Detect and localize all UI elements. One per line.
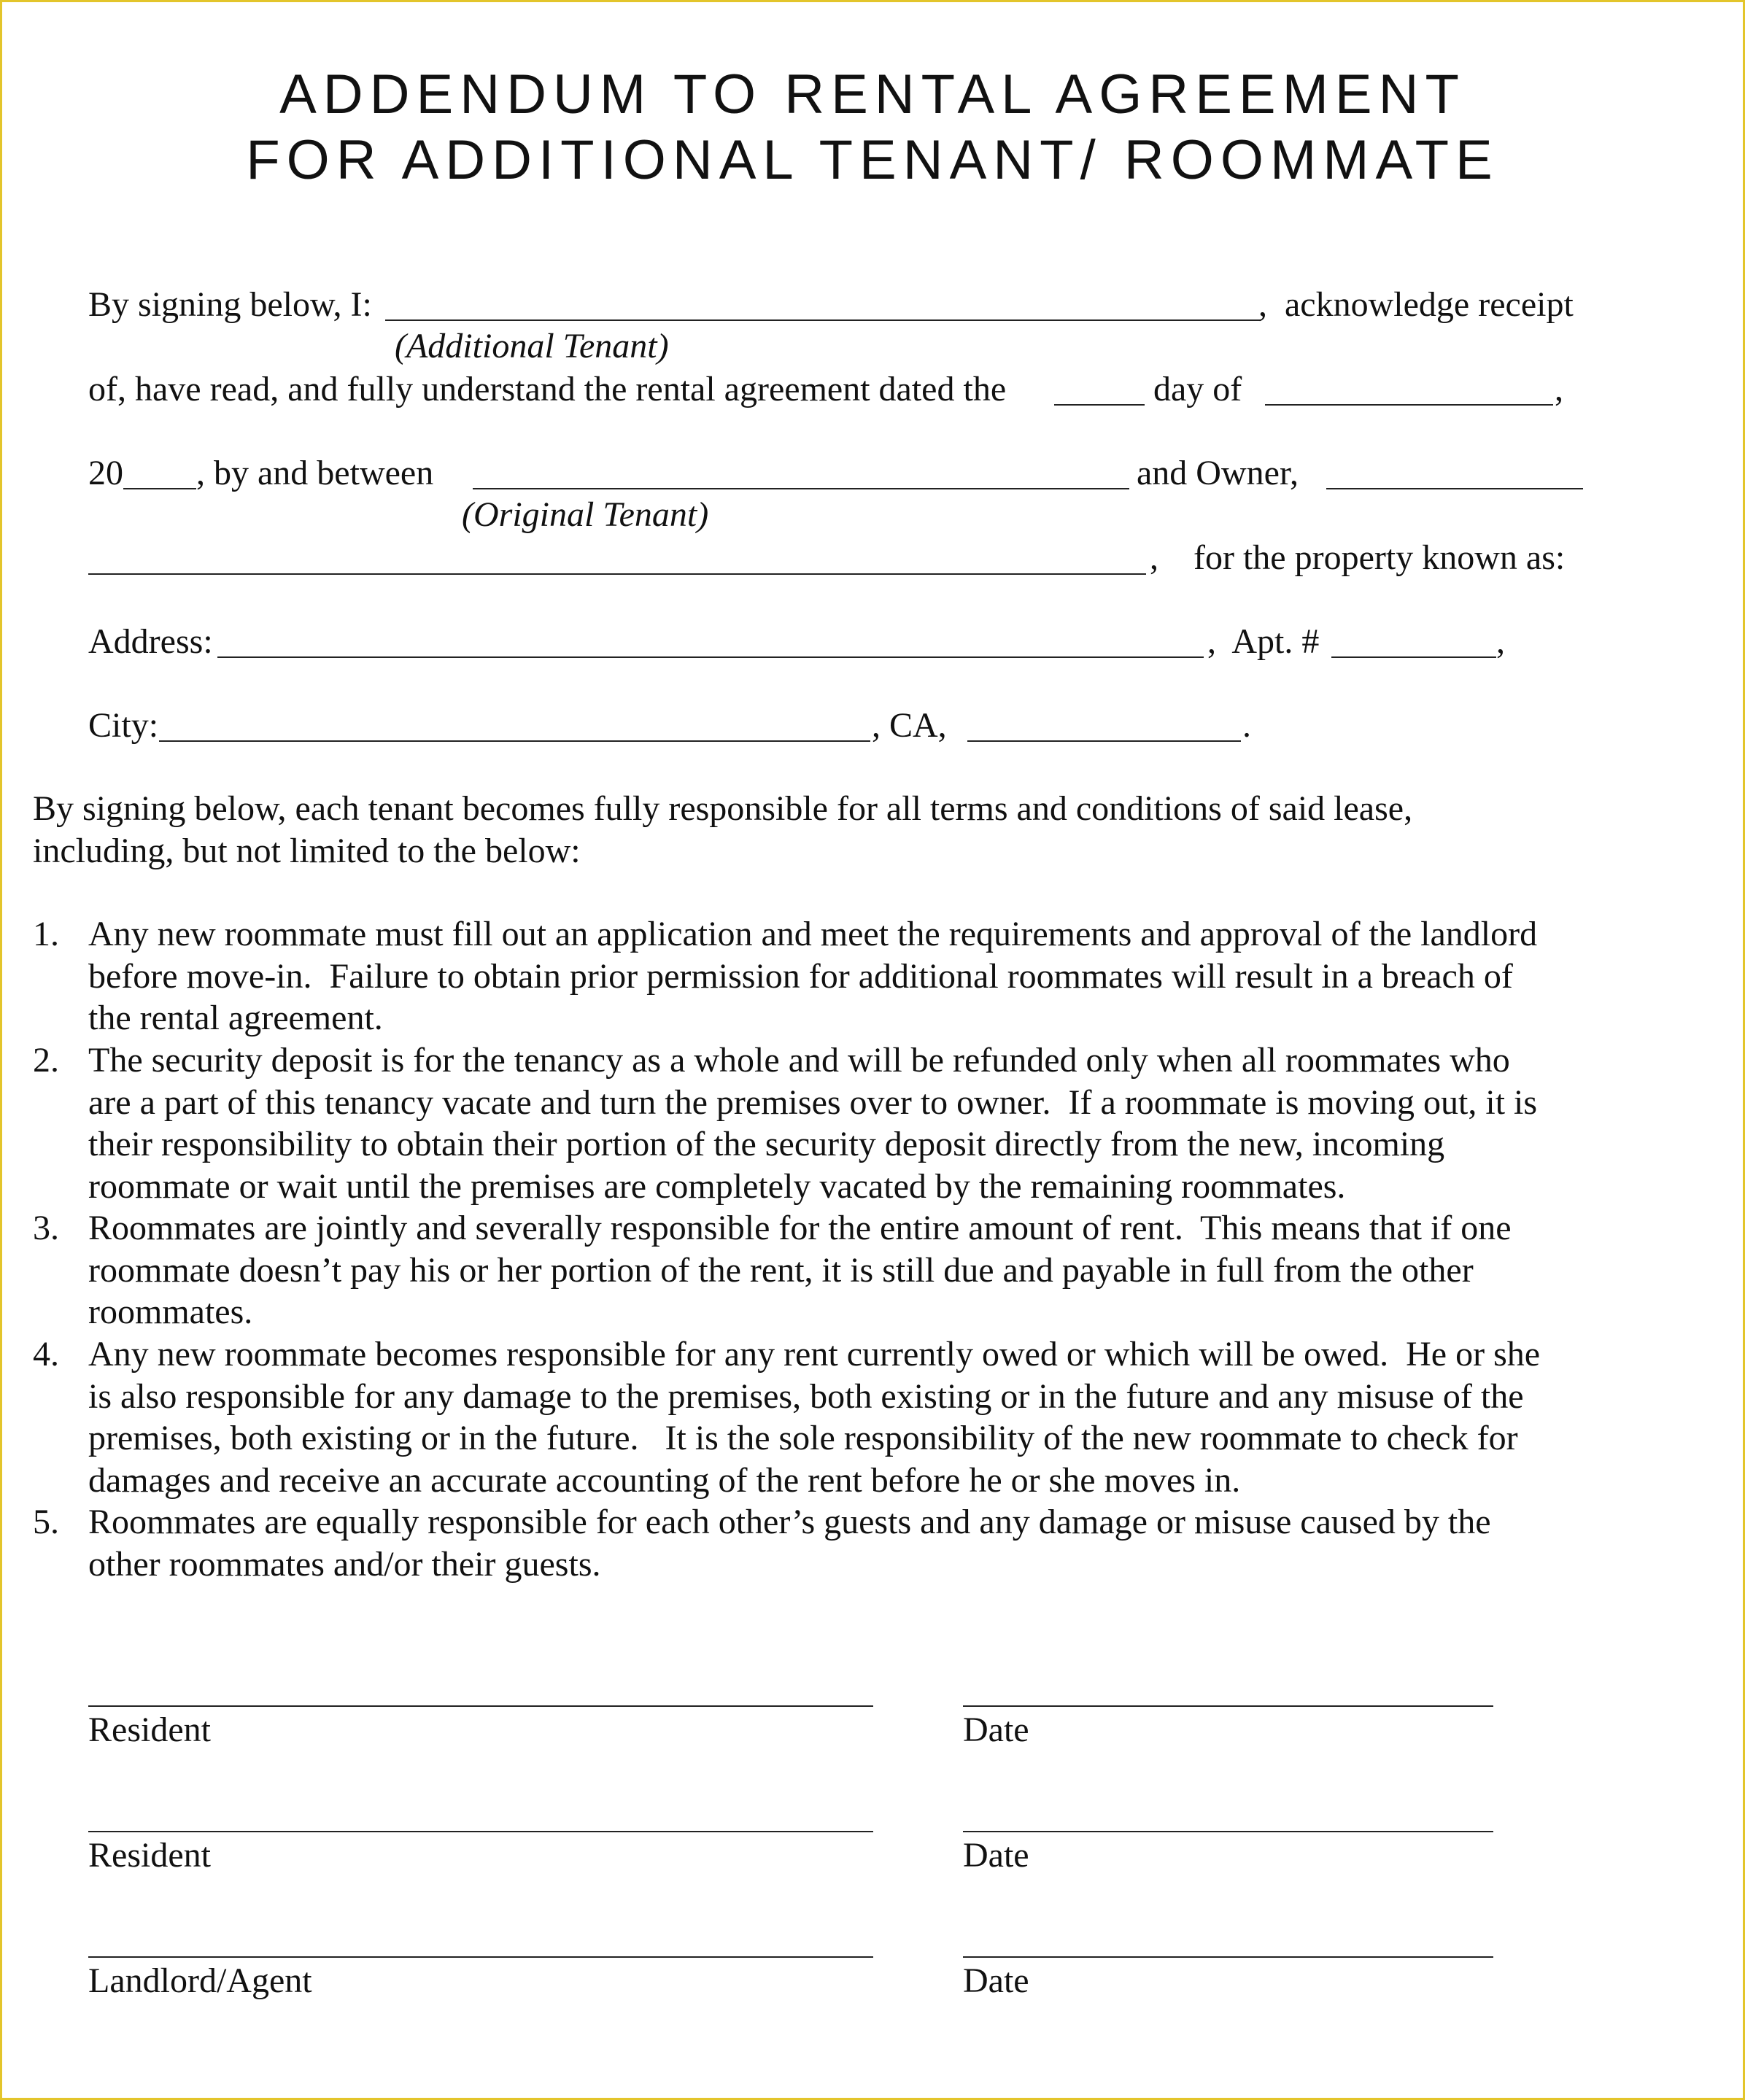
owner-name-continued-field[interactable] (88, 573, 1146, 575)
document-title (2, 62, 1743, 193)
item-2-line-4: roommate or wait until the premises are completely vacated by the remaining roommates. (88, 1166, 1346, 1206)
original-tenant-name-field[interactable] (473, 488, 1129, 489)
by-signing-label: By signing below, I: (88, 285, 372, 324)
additional-tenant-name-field[interactable] (385, 319, 1261, 321)
owner-name-field[interactable] (1326, 488, 1583, 489)
by-and-between-text: , by and between (196, 454, 434, 492)
address-label: Address: (88, 622, 213, 661)
list-item (88, 913, 1617, 1039)
acknowledge-receipt-text: , acknowledge receipt (1258, 285, 1574, 324)
item-1-line-1: Any new roommate must fill out an application and meet the requirements and approval of the landlord (88, 915, 1538, 953)
resident-2-signature-line[interactable] (88, 1831, 873, 1832)
item-5-line-1: Roommates are equally responsible for each other’s guests and any damage or misuse caused by the (88, 1503, 1491, 1541)
resident-2-date-label: Date (963, 1836, 1029, 1875)
year-prefix: 20 (88, 454, 123, 492)
resident-1-date-line[interactable] (963, 1705, 1493, 1707)
landlord-date-line[interactable] (963, 1956, 1493, 1958)
day-of-text: day of (1153, 370, 1242, 408)
landlord-signature-line[interactable] (88, 1956, 873, 1958)
resident-2-date-line[interactable] (963, 1831, 1493, 1832)
item-1-number: 1. (33, 915, 59, 953)
item-2-line-3: their responsibility to obtain their portion of the security deposit directly from the new, incoming (88, 1125, 1445, 1163)
zip-field[interactable] (967, 740, 1241, 742)
item-1-line-2: before move-in. Failure to obtain prior permission for additional roommates will result in a breach of (88, 956, 1513, 996)
item-2-line-1: The security deposit is for the tenancy as a whole and will be refunded only when all roommates who (88, 1041, 1510, 1080)
additional-tenant-caption: (Additional Tenant) (395, 327, 669, 365)
item-3-line-3: roommates. (88, 1293, 253, 1331)
item-1-line-3: the rental agreement. (88, 999, 383, 1037)
resident-1-date-label: Date (963, 1710, 1029, 1749)
item-3-line-1: Roommates are jointly and severally responsible for the entire amount of rent. This means that if one (88, 1209, 1512, 1247)
city-label: City: (88, 706, 159, 745)
item-3-number: 3. (33, 1209, 59, 1247)
list-item (88, 1207, 1617, 1333)
item-4-number: 4. (33, 1335, 59, 1373)
agreement-day-field[interactable] (1054, 404, 1145, 406)
title-line-1: ADDENDUM TO RENTAL AGREEMENT (279, 63, 1466, 125)
list-item (88, 1039, 1617, 1207)
apt-comma: , (1496, 622, 1505, 661)
city-field[interactable] (159, 740, 870, 742)
comma-text: , (1555, 370, 1563, 408)
item-2-number: 2. (33, 1041, 59, 1080)
item-4-line-4: damages and receive an accurate accounting of the rent before he or she moves in. (88, 1460, 1241, 1500)
item-5-number: 5. (33, 1503, 59, 1541)
resident-1-label: Resident (88, 1710, 211, 1749)
resident-1-signature-line[interactable] (88, 1705, 873, 1707)
item-3-line-2: roommate doesn’t pay his or her portion of the rent, it is still due and payable in full from the other (88, 1250, 1474, 1290)
title-line-2: FOR ADDITIONAL TENANT/ ROOMMATE (246, 129, 1499, 191)
responsibility-line-2: including, but not limited to the below: (33, 832, 581, 870)
item-4-line-1: Any new roommate becomes responsible for any rent currently owed or which will be owed. He or she (88, 1335, 1541, 1373)
agreement-month-field[interactable] (1265, 404, 1553, 406)
apt-label: , Apt. # (1207, 622, 1320, 661)
landlord-agent-label: Landlord/Agent (88, 1961, 312, 2000)
agreement-year-field[interactable] (123, 488, 196, 489)
item-4-line-3: premises, both existing or in the future. It is the sole responsibility of the new roommate to check for (88, 1419, 1518, 1457)
have-read-text: of, have read, and fully understand the rental agreement dated the (88, 370, 1007, 408)
resident-2-label: Resident (88, 1836, 211, 1875)
item-5-line-2: other roommates and/or their guests. (88, 1544, 601, 1584)
and-owner-text: and Owner, (1137, 454, 1299, 492)
landlord-date-label: Date (963, 1961, 1029, 2000)
state-label: , CA, (872, 706, 947, 745)
item-4-line-2: is also responsible for any damage to the premises, both existing or in the future and any misuse of the (88, 1376, 1524, 1416)
list-item (88, 1501, 1617, 1585)
original-tenant-caption: (Original Tenant) (462, 495, 709, 534)
property-known-text: , for the property known as: (1150, 538, 1566, 577)
item-2-line-2: are a part of this tenancy vacate and turn the premises over to owner. If a roommate is moving out, it is (88, 1082, 1538, 1122)
address-field[interactable] (217, 656, 1204, 658)
list-item (88, 1333, 1617, 1501)
responsibility-line-1: By signing below, each tenant becomes fully responsible for all terms and conditions of said lease, (33, 789, 1413, 828)
apt-number-field[interactable] (1331, 656, 1496, 658)
city-period: . (1242, 706, 1251, 745)
